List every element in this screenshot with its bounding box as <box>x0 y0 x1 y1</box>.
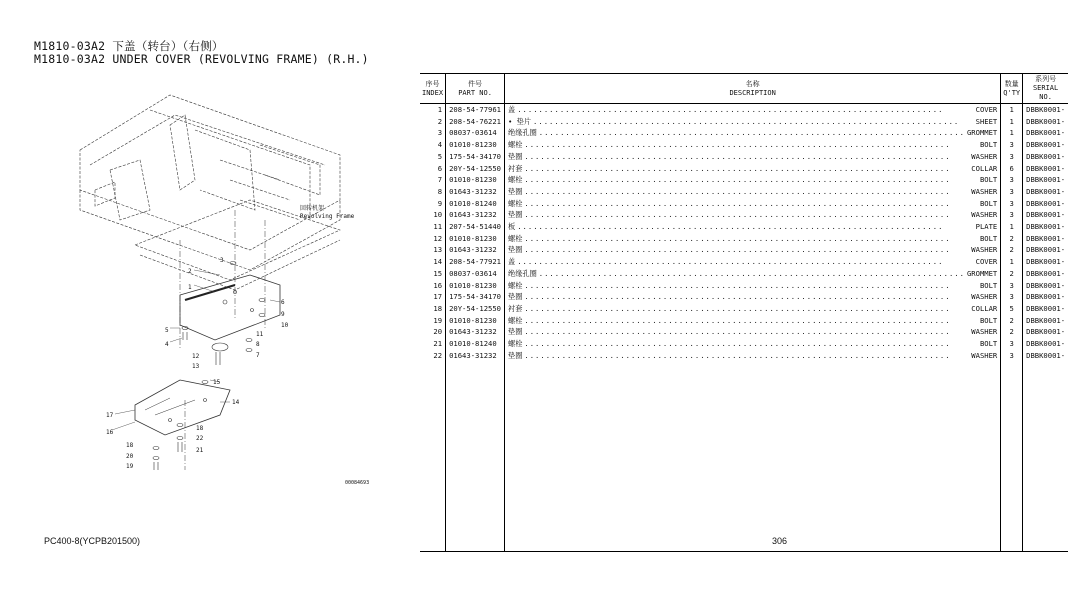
desc-en: BOLT <box>979 140 998 150</box>
cell-description <box>505 221 1001 233</box>
desc-en: BOLT <box>979 175 998 185</box>
cell-qty: 3 <box>1001 139 1023 151</box>
table-row <box>420 127 1068 139</box>
callout-10: 10 <box>281 322 289 329</box>
cell-qty: 2 <box>1001 268 1023 280</box>
leader-dots: ................................................................................ <box>538 268 965 278</box>
cell-part-no: 01010-81230 <box>446 315 505 327</box>
cell-qty: 3 <box>1001 280 1023 292</box>
cell-index: 2 <box>437 116 443 126</box>
drawing-code: 00084693 <box>345 480 370 486</box>
cell-qty: 6 <box>1001 163 1023 175</box>
callout-13: 13 <box>192 363 200 370</box>
table-row <box>420 244 1068 256</box>
cell-serial-no: DBBK0001- <box>1023 291 1068 303</box>
cell-index: 10 <box>433 210 443 220</box>
table-row <box>420 350 1068 362</box>
desc-cn: 衬套 <box>508 303 523 313</box>
cell-qty: 3 <box>1001 198 1023 210</box>
leader-dots: ................................................................................ <box>524 210 951 220</box>
desc-cn: 盖 <box>508 257 516 267</box>
callout-12: 12 <box>192 353 200 360</box>
leader-dots: ................................................................................ <box>524 327 951 337</box>
cell-index: 15 <box>433 268 443 278</box>
cell-serial-no: DBBK0001- <box>1023 104 1068 116</box>
desc-cn: 垫圈 <box>508 327 523 337</box>
callout-3: 3 <box>220 257 224 264</box>
revolving-frame-drawing <box>80 95 340 290</box>
cell-part-no: 208-54-76221 <box>446 116 505 128</box>
desc-cn: 垫圈 <box>508 151 523 161</box>
table-row <box>420 174 1068 186</box>
desc-en: COLLAR <box>971 163 998 173</box>
cell-part-no: 01010-81240 <box>446 338 505 350</box>
callout-22: 22 <box>196 435 204 442</box>
callout-16: 16 <box>106 429 114 436</box>
cell-serial-no: DBBK0001- <box>1023 303 1068 315</box>
callout-14: 14 <box>232 399 240 406</box>
exploded-parts-diagram <box>20 70 420 510</box>
desc-cn: 垫圈 <box>508 350 523 360</box>
callout-4: 4 <box>165 341 169 348</box>
page-number: 306 <box>772 536 788 546</box>
callout-21: 21 <box>196 447 204 454</box>
cell-serial-no: DBBK0001- <box>1023 127 1068 139</box>
cell-serial-no: DBBK0001- <box>1023 116 1068 128</box>
cell-qty: 2 <box>1001 244 1023 256</box>
cell-part-no: 175-54-34170 <box>446 291 505 303</box>
cell-qty: 3 <box>1001 338 1023 350</box>
cell-part-no: 01643-31232 <box>446 244 505 256</box>
cell-part-no: 01010-81240 <box>446 198 505 210</box>
callout-11: 11 <box>256 331 264 338</box>
cell-description <box>505 315 1001 327</box>
cell-qty: 3 <box>1001 186 1023 198</box>
cell-index: 13 <box>433 245 443 255</box>
callout-2: 2 <box>188 268 192 275</box>
cell-qty: 1 <box>1001 221 1023 233</box>
cell-qty: 3 <box>1001 350 1023 362</box>
desc-cn: 垫圈 <box>508 210 523 220</box>
cell-index: 19 <box>433 315 443 325</box>
desc-cn: 盖 <box>508 105 516 114</box>
cell-serial-no: DBBK0001- <box>1023 209 1068 221</box>
cell-description <box>505 256 1001 268</box>
cell-description <box>505 104 1001 116</box>
leader-dots: ................................................................................ <box>524 233 951 243</box>
cell-description <box>505 338 1001 350</box>
callout-20: 20 <box>126 453 134 460</box>
cell-part-no: 01643-31232 <box>446 350 505 362</box>
callout-19: 19 <box>126 463 134 470</box>
parts-list-table <box>420 73 1068 552</box>
cell-qty: 2 <box>1001 315 1023 327</box>
callout-15: 15 <box>213 379 221 386</box>
desc-en: BOLT <box>979 233 998 243</box>
cell-description <box>505 163 1001 175</box>
cell-part-no: 01010-81230 <box>446 280 505 292</box>
leader-dots: ................................................................................ <box>524 339 951 349</box>
desc-cn: 螺栓 <box>508 339 523 349</box>
cell-qty: 3 <box>1001 151 1023 163</box>
cell-index: 18 <box>433 303 443 313</box>
desc-cn: 绝缘孔圈 <box>508 268 537 278</box>
table-empty-space <box>420 361 1068 552</box>
desc-en: WASHER <box>971 292 998 302</box>
cell-description <box>505 280 1001 292</box>
leader-dots: ................................................................................ <box>524 198 951 208</box>
header-description: 名称 DESCRIPTION <box>505 74 1001 104</box>
cell-index: 4 <box>437 140 443 150</box>
cell-qty: 5 <box>1001 303 1023 315</box>
header-part-no: 件号 PART NO. <box>446 74 505 104</box>
desc-cn: 螺栓 <box>508 198 523 208</box>
table-row <box>420 338 1068 350</box>
leader-dots: ................................................................................ <box>517 222 944 232</box>
cell-part-no: 01643-31232 <box>446 326 505 338</box>
cell-serial-no: DBBK0001- <box>1023 186 1068 198</box>
desc-cn: 垫圈 <box>508 292 523 302</box>
leader-dots: ................................................................................ <box>524 175 951 185</box>
table-row <box>420 221 1068 233</box>
desc-en: WASHER <box>971 151 998 161</box>
cell-description <box>505 268 1001 280</box>
cell-qty: 1 <box>1001 104 1023 116</box>
header-qty: 数量 Q'TY <box>1001 74 1023 104</box>
cell-serial-no: DBBK0001- <box>1023 326 1068 338</box>
empty-cell <box>1001 361 1023 552</box>
table-header-row <box>420 74 1068 104</box>
cell-index: 5 <box>437 151 443 161</box>
table-row <box>420 186 1068 198</box>
page-title-cn: M1810-03A2 下盖（转台）（右侧） <box>34 39 224 53</box>
header-index: 序号 INDEX <box>420 74 446 104</box>
callout-leaders <box>112 270 280 430</box>
desc-en: SHEET <box>975 116 998 126</box>
desc-cn: 螺栓 <box>508 233 523 243</box>
desc-en: BOLT <box>979 280 998 290</box>
cell-serial-no: DBBK0001- <box>1023 163 1068 175</box>
leader-dots: ................................................................................ <box>524 151 951 161</box>
leader-dots: ................................................................................ <box>524 315 951 325</box>
cell-part-no: 207-54-51440 <box>446 221 505 233</box>
cell-description <box>505 209 1001 221</box>
cell-qty: 3 <box>1001 291 1023 303</box>
leader-dots: ................................................................................ <box>524 280 951 290</box>
cell-index: 16 <box>433 280 443 290</box>
leader-dots: ................................................................................ <box>524 245 951 255</box>
cell-part-no: 01010-81230 <box>446 139 505 151</box>
desc-cn: 板 <box>508 222 516 232</box>
desc-en: BOLT <box>979 315 998 325</box>
desc-en: BOLT <box>979 339 998 349</box>
cell-part-no: 01010-81230 <box>446 233 505 245</box>
cell-serial-no: DBBK0001- <box>1023 315 1068 327</box>
cell-index: 9 <box>437 198 443 208</box>
cell-description <box>505 198 1001 210</box>
desc-en: COLLAR <box>971 303 998 313</box>
leader-dots: ................................................................................ <box>538 128 965 138</box>
page-title-en: M1810-03A2 UNDER COVER (REVOLVING FRAME) (R.H.) <box>34 52 369 66</box>
desc-cn: 螺栓 <box>508 280 523 290</box>
desc-en: BOLT <box>979 198 998 208</box>
leader-dots: ................................................................................ <box>524 163 951 173</box>
table-row <box>420 326 1068 338</box>
desc-cn: • 垫片 <box>508 116 532 126</box>
cell-description <box>505 127 1001 139</box>
desc-en: WASHER <box>971 350 998 360</box>
frame-label-cn: 回转机架 <box>300 205 325 212</box>
callout-6: 6 <box>281 299 285 306</box>
cell-serial-no: DBBK0001- <box>1023 233 1068 245</box>
empty-cell <box>446 361 505 552</box>
empty-cell <box>1023 361 1068 552</box>
desc-en: PLATE <box>975 222 998 232</box>
desc-en: WASHER <box>971 327 998 337</box>
desc-cn: 绝缘孔圈 <box>508 128 537 138</box>
callout-9: 9 <box>281 311 285 318</box>
desc-cn: 衬套 <box>508 163 523 173</box>
frame-label-en: Revolving Frame <box>300 213 355 220</box>
leader-dots: ................................................................................ <box>524 186 951 196</box>
callout-1: 1 <box>188 284 192 291</box>
cell-index: 7 <box>437 175 443 185</box>
cell-qty: 3 <box>1001 209 1023 221</box>
table-row <box>420 116 1068 128</box>
desc-en: GROMMET <box>966 268 998 278</box>
cell-qty: 1 <box>1001 127 1023 139</box>
cell-part-no: 01643-31232 <box>446 186 505 198</box>
callout-18: 18 <box>126 442 134 449</box>
cell-description <box>505 303 1001 315</box>
cell-index: 20 <box>433 327 443 337</box>
cell-index: 8 <box>437 186 443 196</box>
table-row <box>420 291 1068 303</box>
lower-cover-part <box>135 380 230 435</box>
cell-index: 14 <box>433 257 443 267</box>
cell-description <box>505 233 1001 245</box>
cell-part-no: 175-54-34170 <box>446 151 505 163</box>
cell-description <box>505 291 1001 303</box>
cell-serial-no: DBBK0001- <box>1023 244 1068 256</box>
cell-part-no: 08037-03614 <box>446 268 505 280</box>
desc-en: COVER <box>975 105 998 114</box>
cell-index: 21 <box>433 339 443 349</box>
cell-index: 12 <box>433 233 443 243</box>
leader-dots: ................................................................................ <box>524 303 951 313</box>
upper-cover-part <box>180 275 280 340</box>
cell-part-no: 20Y-54-12550 <box>446 163 505 175</box>
table-row <box>420 209 1068 221</box>
table-row <box>420 198 1068 210</box>
cell-description <box>505 116 1001 128</box>
callout-18-b: 18 <box>196 425 204 432</box>
cell-index: 3 <box>437 128 443 138</box>
desc-en: COVER <box>975 257 998 267</box>
leader-dots: ................................................................................ <box>524 350 951 360</box>
cell-serial-no: DBBK0001- <box>1023 221 1068 233</box>
desc-en: WASHER <box>971 186 998 196</box>
cell-serial-no: DBBK0001- <box>1023 338 1068 350</box>
desc-cn: 螺栓 <box>508 140 523 150</box>
empty-cell <box>420 361 446 552</box>
callout-7: 7 <box>256 352 260 359</box>
cell-description <box>505 244 1001 256</box>
desc-cn: 螺栓 <box>508 175 523 185</box>
cell-serial-no: DBBK0001- <box>1023 198 1068 210</box>
cell-description <box>505 139 1001 151</box>
table-row <box>420 163 1068 175</box>
cell-index: 1 <box>437 105 443 114</box>
leader-dots: ................................................................................ <box>517 257 944 267</box>
desc-en: GROMMET <box>966 128 998 138</box>
callout-17: 17 <box>106 412 114 419</box>
cell-index: 11 <box>433 222 443 232</box>
cell-part-no: 208-54-77961 <box>446 104 505 116</box>
cell-serial-no: DBBK0001- <box>1023 256 1068 268</box>
cell-description <box>505 186 1001 198</box>
cell-serial-no: DBBK0001- <box>1023 174 1068 186</box>
cell-qty: 2 <box>1001 326 1023 338</box>
table-row <box>420 104 1068 116</box>
leader-dots: ................................................................................ <box>533 116 960 126</box>
callout-5: 5 <box>165 327 169 334</box>
callout-8: 8 <box>256 341 260 348</box>
model-footer: PC400-8(YCPB201500) <box>44 536 141 546</box>
cell-description <box>505 151 1001 163</box>
cell-serial-no: DBBK0001- <box>1023 350 1068 362</box>
cell-qty: 1 <box>1001 256 1023 268</box>
cell-part-no: 01010-81230 <box>446 174 505 186</box>
cell-description <box>505 350 1001 362</box>
cell-index: 6 <box>437 163 443 173</box>
empty-cell <box>505 361 1001 552</box>
cell-description <box>505 326 1001 338</box>
desc-en: WASHER <box>971 210 998 220</box>
cell-part-no: 08037-03614 <box>446 127 505 139</box>
table-row <box>420 151 1068 163</box>
table-row <box>420 256 1068 268</box>
leader-dots: ................................................................................ <box>524 140 951 150</box>
table-row <box>420 303 1068 315</box>
cell-index: 17 <box>433 292 443 302</box>
desc-cn: 垫圈 <box>508 245 523 255</box>
cell-part-no: 20Y-54-12550 <box>446 303 505 315</box>
desc-cn: 垫圈 <box>508 186 523 196</box>
cell-serial-no: DBBK0001- <box>1023 268 1068 280</box>
cell-qty: 3 <box>1001 174 1023 186</box>
header-serial-no: 系列号 SERIAL NO. <box>1023 74 1068 104</box>
table-row <box>420 315 1068 327</box>
cell-serial-no: DBBK0001- <box>1023 151 1068 163</box>
cell-serial-no: DBBK0001- <box>1023 139 1068 151</box>
cell-index: 22 <box>433 350 443 360</box>
cell-part-no: 208-54-77921 <box>446 256 505 268</box>
desc-cn: 螺栓 <box>508 315 523 325</box>
cell-description <box>505 174 1001 186</box>
table-row <box>420 280 1068 292</box>
table-row <box>420 139 1068 151</box>
cell-serial-no: DBBK0001- <box>1023 280 1068 292</box>
cell-qty: 2 <box>1001 233 1023 245</box>
cell-part-no: 01643-31232 <box>446 209 505 221</box>
table-row <box>420 268 1068 280</box>
leader-dots: ................................................................................ <box>524 292 951 302</box>
leader-dots: ................................................................................ <box>517 105 944 114</box>
table-row <box>420 233 1068 245</box>
desc-en: WASHER <box>971 245 998 255</box>
cell-qty: 1 <box>1001 116 1023 128</box>
